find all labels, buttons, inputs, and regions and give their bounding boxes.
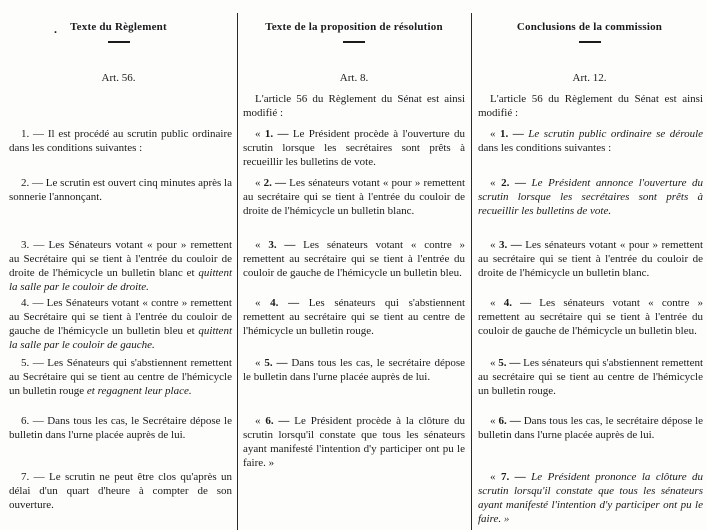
- paragraph: « 1. — Le scrutin public ordinaire se déroule dans les conditions suivantes :: [478, 128, 704, 154]
- paragraph: « 6. — Dans tous les cas, le secrétaire dépose le bulletin dans l'urne placée auprès de lui.: [478, 415, 704, 441]
- paragraph: « 2. — Le Président annonce l'ouverture du scrutin lorsque les secrétaires sont prêts à recueillir les bulletins de vote.: [478, 177, 704, 217]
- paragraph: « 5. — Les sénateurs qui s'abstiennent remettent au secrétaire qui se tient au centre de l'hémicycle un bulletin rouge.: [478, 357, 704, 397]
- paragraph: « 5. — Dans tous les cas, le secrétaire dépose le bulletin dans l'urne placée auprès de lui.: [243, 357, 466, 383]
- paragraph: « 1. — Le Président procède à l'ouverture du scrutin lorsque les secrétaires sont prêts à recueillir les bulletins de vote.: [243, 128, 466, 168]
- paragraph: 5. — Les Sénateurs qui s'abstiennent remettent au Secrétaire qui se tient au centre de l'hémicycle un bulletin rouge et regagnent leur place.: [9, 357, 232, 397]
- article-label: Art. 8.: [339, 72, 369, 84]
- paragraph: « 4. — Les sénateurs votant « contre » remettent au secrétaire qui se tient à l'entrée du couloir de gauche de l'hémicycle un bulletin bleu.: [478, 297, 704, 337]
- scan-artifact-dot: .: [54, 22, 57, 36]
- paragraph: « 2. — Les sénateurs votant « pour » remettent au secrétaire qui se tient à l'entrée du couloir de droite de l'hémicycle un bulletin blanc.: [243, 177, 465, 217]
- paragraph: 1. — Il est procédé au scrutin public ordinaire dans les conditions suivantes :: [9, 128, 232, 154]
- paragraph: « 6. — Le Président procède à la clôture du scrutin lorsqu'il constate que tous les sénateurs ayant manifesté l'intention d'y participer ont pu le faire. »: [243, 415, 466, 469]
- column-conclusions-commission: [472, 0, 707, 530]
- column-header: Conclusions de la commission: [516, 21, 663, 33]
- paragraph: 3. — Les Sénateurs votant « pour » remettent au Secrétaire qui se tient à l'entrée du couloir de droite de l'hémicycle un bulletin blanc et quittent la salle par le couloir de droite.: [9, 239, 232, 293]
- intro-paragraph: L'article 56 du Règlement du Sénat est ainsi modifié :: [243, 93, 465, 119]
- column-header: Texte du Règlement: [70, 21, 167, 33]
- paragraph: « 4. — Les sénateurs qui s'abstiennent remettent au secrétaire qui se tient au centre de l'hémicycle un bulletin rouge.: [243, 297, 465, 337]
- column-texte-du-reglement: [0, 0, 237, 530]
- paragraph: « 3. — Les sénateurs votant « contre » remettent au secrétaire qui se tient à l'entrée du couloir de gauche de l'hémicycle un bulletin bleu.: [243, 239, 466, 279]
- paragraph: « 7. — Le Président prononce la clôture du scrutin lorsqu'il constate que tous les sénateurs ayant manifesté l'intention d'y participer ont pu le faire. »: [478, 471, 704, 525]
- header-underline: [343, 41, 365, 43]
- paragraph: 7. — Le scrutin ne peut être clos qu'après un délai d'un quart d'heure à compter de son ouverture.: [9, 471, 232, 511]
- paragraph: 4. — Les Sénateurs votant « contre » remettent au Secrétaire qui se tient à l'entrée du couloir de gauche de l'hémicycle un bulletin bleu et quittent la salle par le couloir de gauche.: [9, 297, 232, 351]
- paragraph: « 3. — Les sénateurs votant « pour » remettent au secrétaire qui se tient à l'entrée du couloir de droite de l'hémicycle un bulletin blanc.: [478, 239, 704, 279]
- column-header: Texte de la proposition de résolution: [265, 21, 443, 33]
- header-underline: [579, 41, 601, 43]
- article-label: Art. 12.: [572, 72, 607, 84]
- header-underline: [108, 41, 130, 43]
- column-proposition-de-resolution: [238, 0, 470, 530]
- intro-paragraph: L'article 56 du Règlement du Sénat est ainsi modifié :: [478, 93, 703, 119]
- paragraph: 6. — Dans tous les cas, le Secrétaire dépose le bulletin dans l'urne placée auprès de lui.: [9, 415, 232, 441]
- article-label: Art. 56.: [101, 72, 136, 84]
- paragraph: 2. — Le scrutin est ouvert cinq minutes après la sonnerie l'annonçant.: [9, 177, 232, 203]
